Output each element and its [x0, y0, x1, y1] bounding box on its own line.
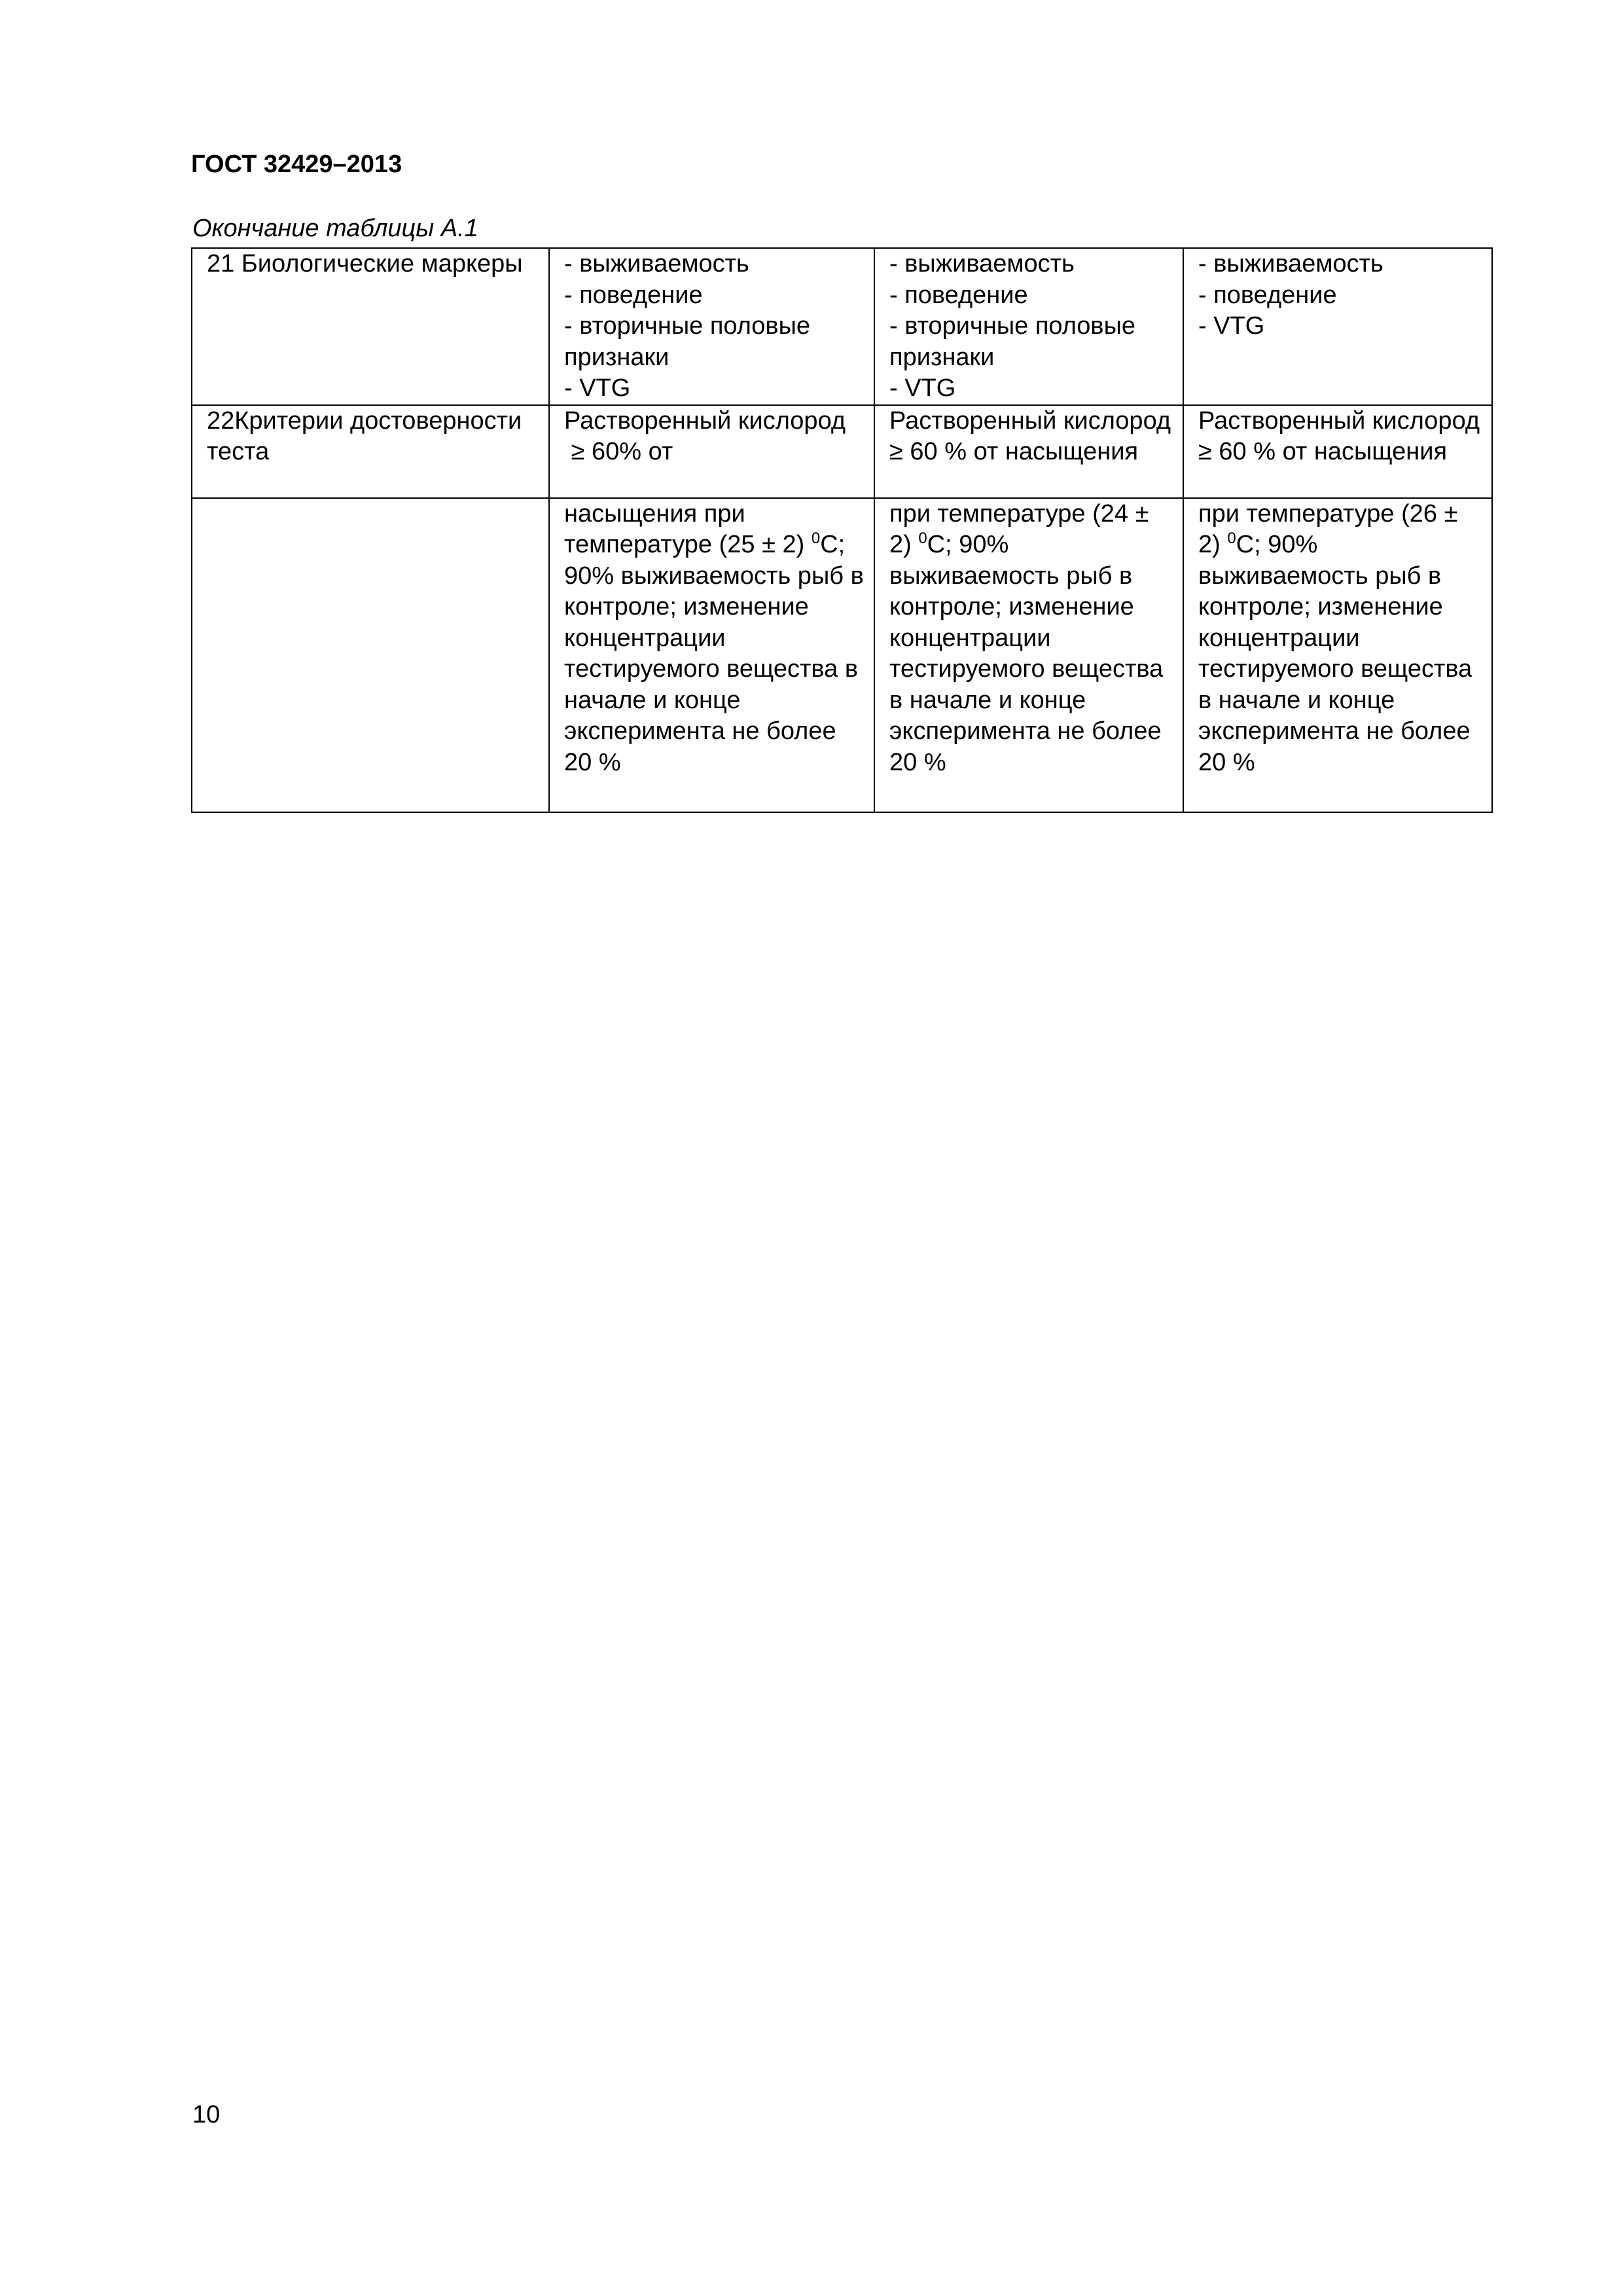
- table-cell: [1183, 248, 1492, 405]
- table-cell: [1183, 498, 1492, 812]
- text-part: С; 90% выживаемость рыб в контроле; изменение концентрации тестируемого вещества в начале и конце эксперимента не более 20 %: [564, 531, 871, 776]
- degree-superscript: 0: [918, 529, 927, 547]
- cell-text: [875, 499, 1183, 779]
- cell-text: - выживаемость - поведение - вторичные половые признаки - VTG: [889, 250, 1136, 402]
- cell-text: Растворенный кислород ≥ 60 % от насыщения: [889, 406, 1178, 465]
- table-cell: [549, 405, 874, 498]
- degree-superscript: 0: [1227, 529, 1236, 547]
- text-part: при температуре (24 ± 2): [889, 499, 1156, 558]
- cell-text: Растворенный кислород ≥ 60% от: [564, 406, 846, 465]
- cell-text: 22Критерии достоверности теста: [207, 406, 529, 465]
- cell-text: [550, 499, 874, 779]
- table-cell: [874, 248, 1183, 405]
- table-cell: [192, 405, 549, 498]
- table-row-biomarkers: [192, 248, 1492, 405]
- table-row-validity-continuation: [192, 498, 1492, 812]
- table-cell: [874, 405, 1183, 498]
- table-cell: [549, 248, 874, 405]
- table-cell: [1183, 405, 1492, 498]
- table-row-validity-criteria: [192, 405, 1492, 498]
- cell-text: 21 Биологические маркеры: [207, 250, 523, 278]
- cell-text: [1184, 499, 1491, 779]
- text-part: при температуре (26 ± 2): [1198, 499, 1465, 558]
- table-cell: [192, 498, 549, 812]
- cell-text: - выживаемость - поведение - вторичные половые признаки - VTG: [564, 250, 811, 402]
- cell-text: - выживаемость - поведение - VTG: [1198, 250, 1383, 340]
- page-number: 10: [192, 2101, 221, 2128]
- text-part: насыщения при температуре (25 ± 2): [564, 499, 812, 558]
- table-cell: [549, 498, 874, 812]
- document-header: ГОСТ 32429–2013: [191, 151, 402, 178]
- cell-text: Растворенный кислород ≥ 60 % от насыщения: [1198, 406, 1487, 465]
- table-caption: Окончание таблицы А.1: [192, 215, 478, 242]
- table-cell: [874, 498, 1183, 812]
- data-table: [191, 247, 1493, 813]
- degree-superscript: 0: [811, 529, 821, 547]
- text-part: С; 90% выживаемость рыб в контроле; изменение концентрации тестируемого вещества в начале и конце эксперимента не более 20 %: [1198, 531, 1479, 776]
- text-part: С; 90% выживаемость рыб в контроле; изменение концентрации тестируемого вещества в начале и конце эксперимента не более 20 %: [889, 531, 1170, 776]
- table-cell: [192, 248, 549, 405]
